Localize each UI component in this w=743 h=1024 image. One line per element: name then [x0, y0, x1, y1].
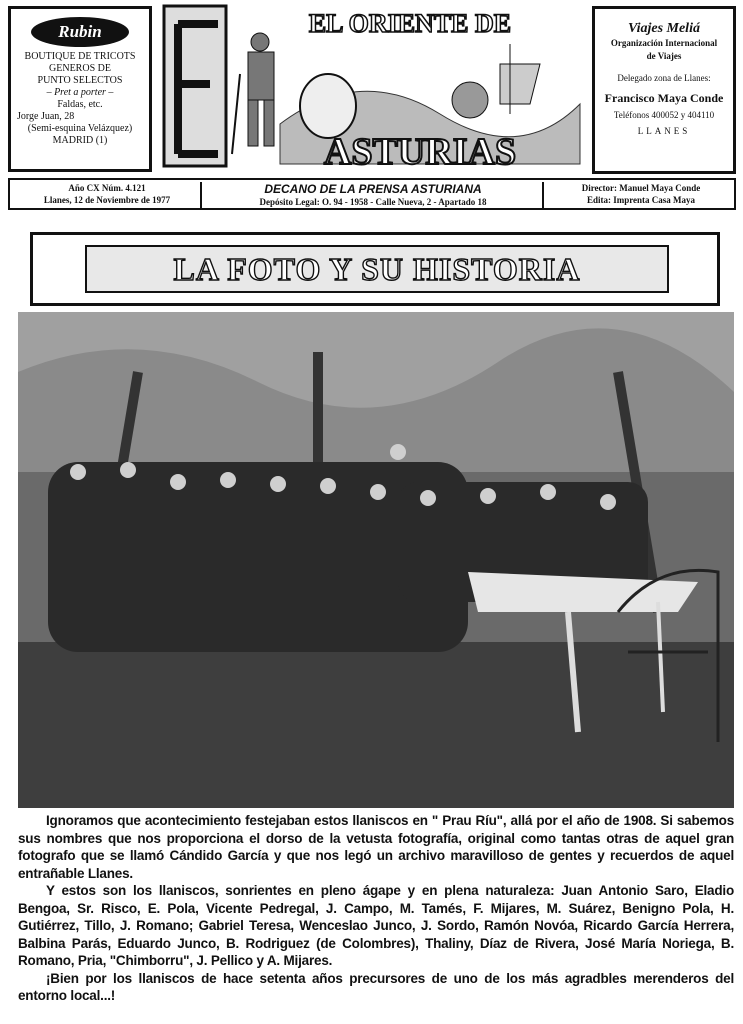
ground	[18, 642, 734, 808]
ad-viajes-melia	[592, 6, 736, 174]
ad-phones: Teléfonos 400052 y 404110	[613, 110, 715, 120]
rubin-logo: Rubin	[31, 17, 129, 47]
publisher: Edita: Imprenta Casa Maya	[586, 195, 696, 205]
coat-of-arms-icon	[300, 74, 356, 138]
photo-caption	[18, 812, 734, 1005]
ad-name: Francisco Maya Conde	[604, 91, 724, 105]
globe-icon	[452, 82, 488, 118]
ad-subtitle: de Viajes	[646, 51, 682, 61]
ad-address: (Semi-esquina Velázquez)	[27, 123, 133, 134]
caption-paragraph: ¡Bien por los llaniscos de hace setenta años precursores de uno de los más agradbles merenderos del entorno local...!	[18, 970, 734, 1003]
deposit: Depósito Legal: O. 94 - 1958 - Calle Nueva, 2 - Apartado 18	[259, 197, 487, 207]
ad-subtitle: Organización Internacional	[610, 38, 718, 48]
ad-rubin	[8, 6, 152, 172]
ad-title: Viajes Meliá	[628, 21, 700, 36]
section-title: LA FOTO Y SU HISTORIA	[85, 245, 669, 293]
caption-paragraph: Y estos son los llaniscos, sonrientes en pleno ágape y en plena naturaleza: Juan Antonio Saro, Eladio Bengoa, Sr. Risco, E. Pola, Vicente Pedregal, J. Campo, M. Tamés, F. Mijares, M. Suárez, Benigno Pola, H. Gutiérrez, Tillo, J. Romano; Gabriel Teresa, Wenceslao Junco, J. Sordo, Ramón Novóa, Ricardo García Herrera, Balbina Parás, Eduardo Junco, B. Rodriguez (de Colombres), Thaliny, Díaz de Rivera, José María Noriega, B. Romano, Pria, "Chimborru", J. Pellico y A. Mijares.	[18, 883, 734, 968]
masthead-title-bottom: ASTURIAS	[323, 131, 517, 172]
director: Director: Manuel Maya Conde	[581, 183, 701, 193]
masthead-illustration	[160, 4, 588, 172]
motto-info	[204, 182, 544, 208]
historic-photo	[18, 312, 734, 808]
ad-line: GENEROS DE	[49, 63, 111, 74]
ad-line: PUNTO SELECTOS	[37, 75, 123, 86]
ad-line: Faldas, etc.	[57, 99, 103, 110]
issue-date: Llanes, 12 de Noviembre de 1977	[43, 195, 171, 205]
issue-number: Año CX Núm. 4.121	[68, 183, 146, 193]
director-info	[548, 182, 734, 208]
info-bar	[8, 178, 736, 210]
ad-city: LLANES	[637, 126, 691, 136]
ad-line: – Pret a porter –	[46, 87, 114, 98]
motto: DECANO DE LA PRENSA ASTURIANA	[264, 182, 482, 196]
caption-paragraph: Ignoramos que acontecimiento festejaban estos llaniscos en " Prau Ríu", allá por el año de 1908. Si sabemos sus nombres que nos proporciona el dorso de la vetusta fotografía, original como tantas otras de aquel gran fotografo que se llamó Cándido García y que nos legó un archivo maravilloso de gentes y recuerdos de aquel entrañable Llanes.	[18, 813, 734, 881]
issue-info	[14, 182, 202, 208]
ad-delegate: Delegado zona de Llanes:	[617, 73, 711, 83]
ad-address: MADRID (1)	[52, 135, 108, 146]
ad-address: Jorge Juan, 28	[17, 111, 75, 122]
ad-line: BOUTIQUE DE TRICOTS	[24, 51, 136, 62]
section-banner	[30, 232, 720, 306]
masthead-title-top: EL ORIENTE DE	[308, 9, 512, 38]
